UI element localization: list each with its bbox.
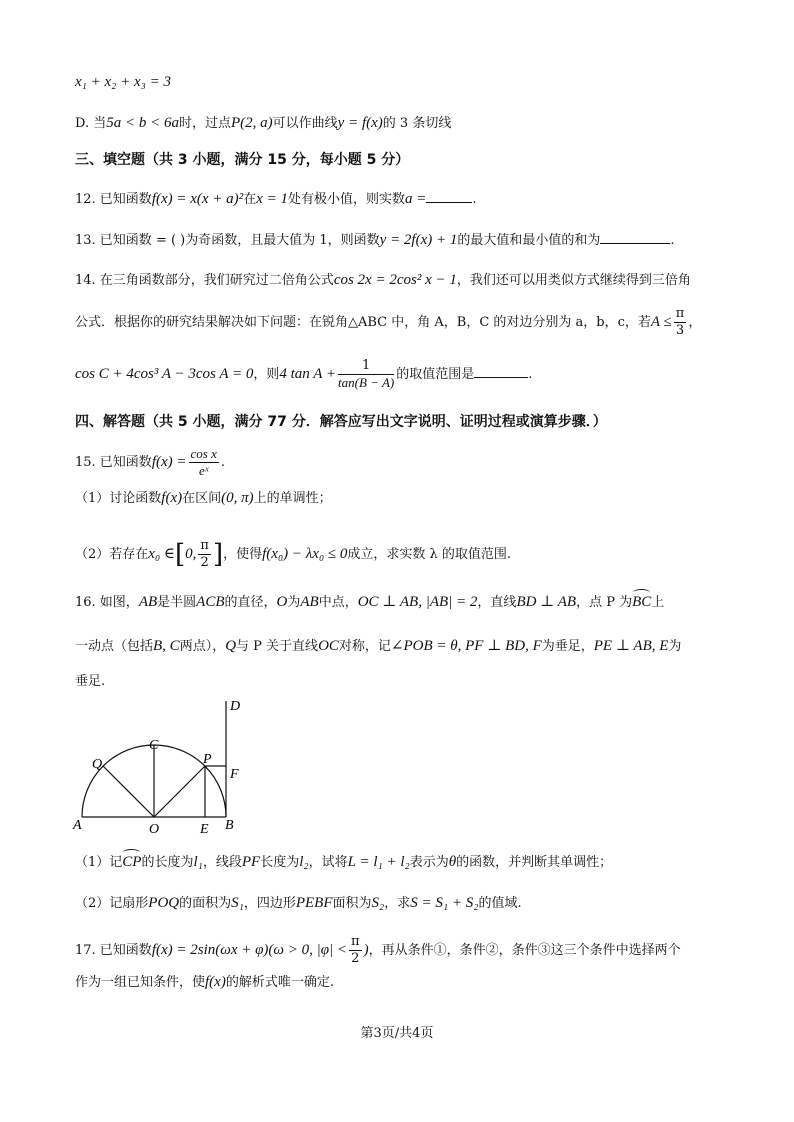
question-16-line-2: 一动点（包括B, C两点），Q与 P 关于直线OC对称，记∠POB = θ, PF ⊥ BD, F为垂足，PE ⊥ AB, E为 <box>75 638 682 654</box>
label-q: Q <box>92 757 103 772</box>
label-p: P <box>203 752 212 767</box>
question-14-line-2: 公式．根据你的研究结果解决如下问题：在锐角△ABC 中，角 A，B，C 的对边分别为 a，b，c，若A ≤ $\frac{\pi}{3}$ ， <box>75 306 702 338</box>
question-15-part-2: （2）若存在x₀ ∈[0, $\frac{\pi}{2}$ ]，使得f(x₀) − λx₀ ≤ 0成立，求实数 λ 的取值范围. <box>75 538 512 570</box>
sum-equation: x₁ + x₂ + x₃ = 3 <box>75 74 171 90</box>
question-12: 12. 已知函数f(x) = x(x + a)²在x = 1处有极小值，则实数a = . <box>75 188 477 210</box>
semicircle-figure <box>70 696 270 836</box>
label-c: C <box>149 738 159 753</box>
pi-over-3: $\frac{\pi}{3}$ <box>675 306 685 338</box>
pi-over-2: $\frac{\pi}{2}$ <box>200 538 209 570</box>
question-14-line-1: 14. 在三角函数部分，我们研究过二倍角公式cos 2x = 2cos² x − 1，我们还可以用类似方式继续得到三倍角 <box>75 272 691 288</box>
question-15: 15. 已知函数f(x) = $\frac{\text{cos x}}{\text{eˣ}}$ . <box>75 446 225 478</box>
question-13: 13. 已知函数 = ( )为奇函数，且最大值为 1，则函数y = 2f(x) + 1的最大值和最小值的和为 . <box>75 229 675 251</box>
segment-oq <box>103 766 154 817</box>
option-d: D. 当5a < b < 6a时，过点P(2, a)可以作曲线y = f(x)的 3 条切线 <box>75 115 452 131</box>
question-16-part-1: （1）记CP的长度为l₁，线段PF长度为l₂，试将L = l₁ + l₂表示为θ的函数，并判断其单调性； <box>75 854 613 870</box>
section-heading-fill-in: 三、填空题（共 3 小题，满分 15 分，每小题 5 分） <box>75 152 410 168</box>
label-d: D <box>230 699 241 714</box>
answer-blank[interactable] <box>426 188 472 203</box>
page-number: 第3页/共4页 <box>360 1026 434 1041</box>
answer-blank[interactable] <box>474 363 528 378</box>
label-o: O <box>149 822 160 836</box>
right-bracket: ] <box>212 539 224 570</box>
arc-cp: CP <box>122 854 142 870</box>
label-a: A <box>73 818 82 833</box>
segment-op <box>154 766 205 817</box>
question-17-line-2: 作为一组已知条件，使f(x)的解析式唯一确定. <box>75 974 334 990</box>
reciprocal-tan: $\frac{1}{\tan(B - A)}$ <box>338 358 395 390</box>
pi-over-2: $\frac{\pi}{2}$ <box>351 934 360 966</box>
question-17-line-1: 17. 已知函数f(x) = 2sin(ωx + φ)(ω > 0, |φ| < $\frac{\pi}{2}$ )，再从条件①，条件②，条件③这三个条件中选择两个 <box>75 934 681 966</box>
question-15-part-1: （1）讨论函数f(x)在区间(0, π)上的单调性； <box>75 490 332 506</box>
continued-equation <box>75 72 171 93</box>
question-16-line-1: 16. 如图，AB是半圆ACB的直径，O为AB中点，OC ⊥ AB, |AB| = 2，直线BD ⊥ AB，点 P 为BC上 <box>75 594 665 610</box>
label-e: E <box>200 822 209 836</box>
question-16-line-3: 垂足. <box>75 674 106 689</box>
answer-blank[interactable] <box>600 229 670 244</box>
question-14-line-3: cos C + 4cos³ A − 3cos A = 0，则4 tan A + $\frac{1}{\tan(B - A)}$ 的取值范围是 . <box>75 358 533 390</box>
cos-over-exp: $\frac{\text{cos x}}{\text{eˣ}}$ <box>190 446 217 478</box>
arc-bc: BC <box>632 594 652 610</box>
label-f: F <box>230 767 239 782</box>
label-b: B <box>225 818 234 833</box>
question-16-part-2: （2）记扇形POQ的面积为S₁，四边形PEBF面积为S₂，求S = S₁ + S₂的值域. <box>75 895 522 911</box>
left-bracket: [ <box>175 539 186 570</box>
section-heading-solutions: 四、解答题（共 5 小题，满分 77 分．解答应写出文字说明、证明过程或演算步骤．） <box>75 414 607 430</box>
